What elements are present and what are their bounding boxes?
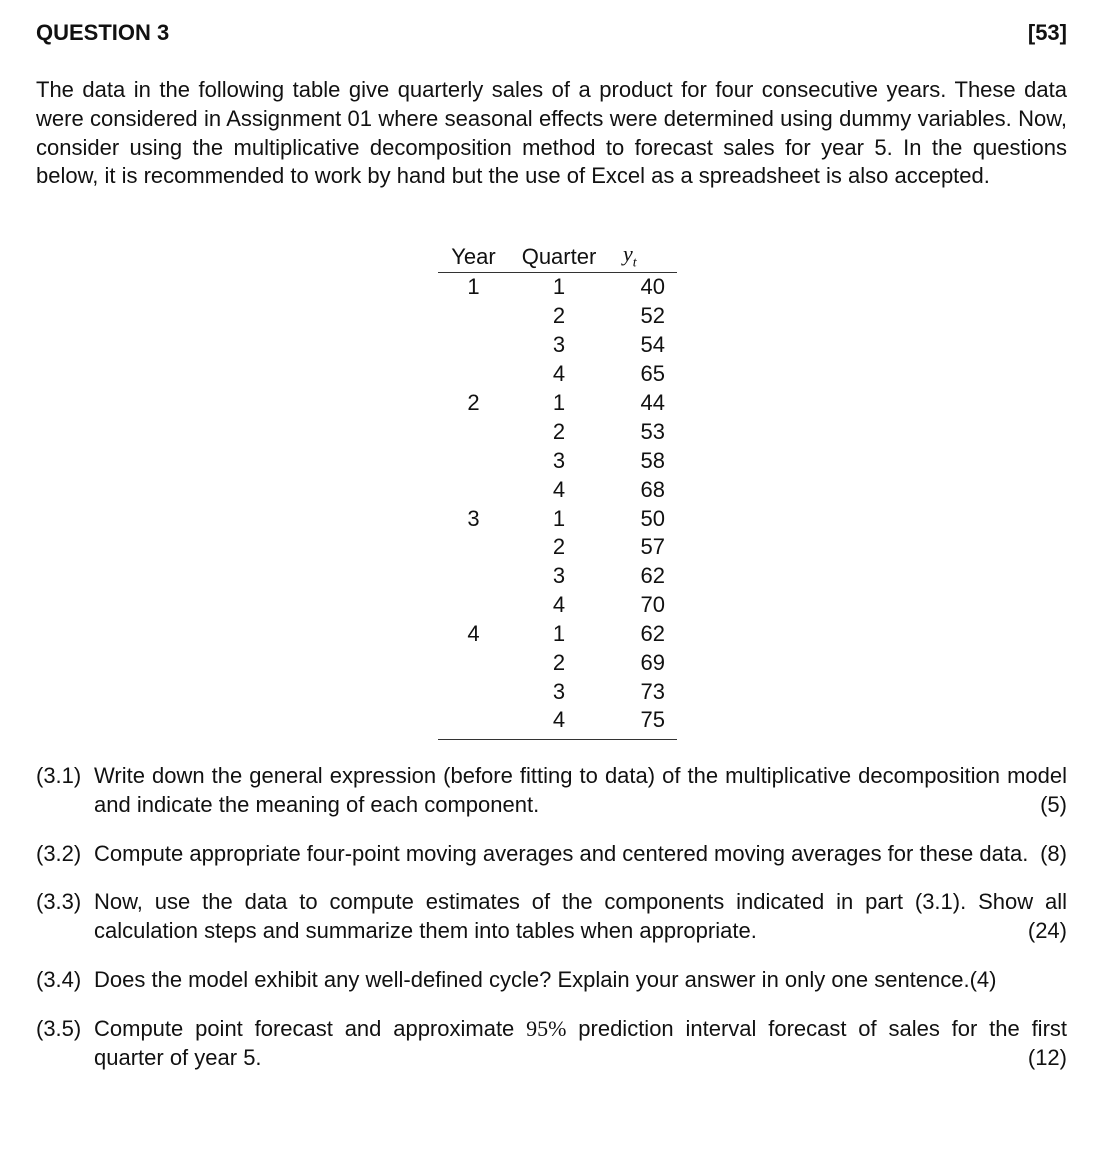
quarter-cell: 2 bbox=[552, 650, 566, 676]
question-number: (3.1) bbox=[36, 763, 82, 788]
question-number: (3.5) bbox=[36, 1015, 82, 1041]
question-marks: (5) bbox=[1040, 791, 1067, 817]
yt-cell: 57 bbox=[640, 534, 665, 560]
yt-cell: 52 bbox=[640, 303, 665, 329]
total-marks: [53] bbox=[1027, 20, 1067, 45]
yt-cell: 40 bbox=[640, 274, 665, 300]
quarter-cell: 2 bbox=[552, 534, 566, 560]
question-item bbox=[36, 762, 1067, 820]
year-cell bbox=[438, 331, 509, 360]
quarter-cell: 2 bbox=[552, 303, 566, 329]
quarter-cell: 3 bbox=[552, 678, 566, 704]
sales-table bbox=[438, 241, 677, 740]
yt-cell: 65 bbox=[640, 361, 665, 387]
year-cell bbox=[438, 446, 509, 475]
question-marks: (12) bbox=[1027, 1044, 1067, 1070]
table-row bbox=[438, 620, 677, 649]
table-row bbox=[438, 417, 677, 446]
quarter-cell: 4 bbox=[552, 361, 566, 387]
yt-cell: 50 bbox=[640, 505, 665, 531]
table-row bbox=[438, 504, 677, 533]
table-body bbox=[438, 273, 677, 740]
yt-cell: 75 bbox=[609, 706, 677, 740]
table-row bbox=[438, 360, 677, 389]
quarter-cell: 3 bbox=[552, 332, 566, 358]
quarter-cell: 3 bbox=[552, 447, 566, 473]
yt-cell: 70 bbox=[640, 592, 665, 618]
question-math: 95% bbox=[526, 1015, 567, 1041]
quarter-cell: 3 bbox=[552, 563, 566, 589]
questions-list bbox=[36, 762, 1067, 1092]
quarter-cell: 1 bbox=[552, 505, 566, 531]
quarter-cell: 4 bbox=[552, 476, 566, 502]
question-number: (3.2) bbox=[36, 840, 82, 866]
question-marks: (8) bbox=[1040, 840, 1067, 866]
question-text: Compute appropriate four-point moving averages and centered moving averages for these data. bbox=[94, 840, 1029, 866]
yt-cell: 62 bbox=[640, 621, 665, 647]
table-row bbox=[438, 677, 677, 706]
header-quarter: Quarter bbox=[509, 241, 609, 273]
quarter-cell: 4 bbox=[552, 592, 566, 618]
table-row bbox=[438, 331, 677, 360]
question-item bbox=[36, 888, 1067, 946]
table-row bbox=[438, 562, 677, 591]
question-marks: (4) bbox=[969, 966, 997, 992]
table-row bbox=[438, 475, 677, 504]
year-cell bbox=[438, 417, 509, 446]
yt-cell: 44 bbox=[640, 390, 665, 415]
year-cell bbox=[438, 677, 509, 706]
y-subscript: t bbox=[632, 255, 637, 271]
yt-cell: 69 bbox=[640, 650, 665, 676]
question-number: (3.3) bbox=[36, 889, 82, 915]
question-text-before: Compute point forecast and approximate bbox=[94, 1015, 527, 1041]
header-year: Year bbox=[438, 241, 509, 273]
table-row bbox=[438, 273, 677, 302]
year-cell bbox=[438, 533, 509, 562]
year-cell bbox=[438, 302, 509, 331]
year-cell bbox=[438, 475, 509, 504]
yt-cell: 58 bbox=[640, 447, 665, 473]
quarter-cell: 1 bbox=[552, 390, 566, 415]
yt-cell: 62 bbox=[640, 563, 665, 589]
question-item bbox=[36, 966, 1067, 995]
year-cell: 3 bbox=[467, 505, 480, 531]
question-number: (3.4) bbox=[36, 966, 82, 992]
year-cell bbox=[438, 591, 509, 620]
question-header bbox=[36, 18, 1067, 48]
question-text: Does the model exhibit any well-defined cycle? Explain your answer in only one sentence. bbox=[94, 966, 970, 992]
table-row bbox=[438, 533, 677, 562]
yt-cell: 68 bbox=[640, 476, 665, 502]
table-row bbox=[438, 302, 677, 331]
year-cell bbox=[438, 360, 509, 389]
year-cell: 2 bbox=[467, 390, 480, 415]
table-row bbox=[438, 706, 677, 740]
year-cell bbox=[438, 706, 509, 740]
table-row bbox=[438, 649, 677, 678]
yt-cell: 53 bbox=[640, 418, 665, 444]
year-cell: 4 bbox=[467, 621, 480, 647]
question-text: Now, use the data to compute estimates of the components indicated in part (3.1). Show all calculation steps and summarize them into tables when appropriate. bbox=[94, 889, 1067, 944]
y-symbol: y bbox=[623, 241, 633, 267]
table-row bbox=[438, 591, 677, 620]
year-cell: 1 bbox=[467, 274, 480, 300]
table-row bbox=[438, 446, 677, 475]
year-cell bbox=[438, 649, 509, 678]
question-item bbox=[36, 840, 1067, 869]
year-cell bbox=[438, 562, 509, 591]
yt-cell: 73 bbox=[640, 678, 665, 704]
question-marks: (24) bbox=[1027, 918, 1067, 944]
intro-paragraph: The data in the following table give quarterly sales of a product for four consecutive years. These data were considered in Assignment 01 where seasonal effects were determined using dummy variables. Now, consider using the multiplicative decomposition method to forecast sales for year 5. In the questions below, it is recommended to work by hand but the use of Excel as a spreadsheet is also accepted. bbox=[36, 77, 1067, 189]
question-item bbox=[36, 1015, 1067, 1073]
table-header-row bbox=[438, 241, 677, 273]
quarter-cell: 2 bbox=[552, 418, 566, 444]
quarter-cell: 1 bbox=[552, 621, 566, 647]
question-text: Write down the general expression (before fitting to data) of the multiplicative decomposition model and indicate the meaning of each component. bbox=[94, 763, 1067, 817]
yt-cell: 54 bbox=[640, 332, 665, 358]
question-title: QUESTION 3 bbox=[36, 20, 170, 45]
table-row bbox=[438, 389, 677, 418]
question-text-after: prediction interval forecast of sales for the first quarter of year 5. bbox=[94, 1015, 1068, 1070]
header-yt bbox=[609, 241, 677, 273]
quarter-cell: 1 bbox=[552, 274, 566, 300]
quarter-cell: 4 bbox=[509, 706, 609, 740]
